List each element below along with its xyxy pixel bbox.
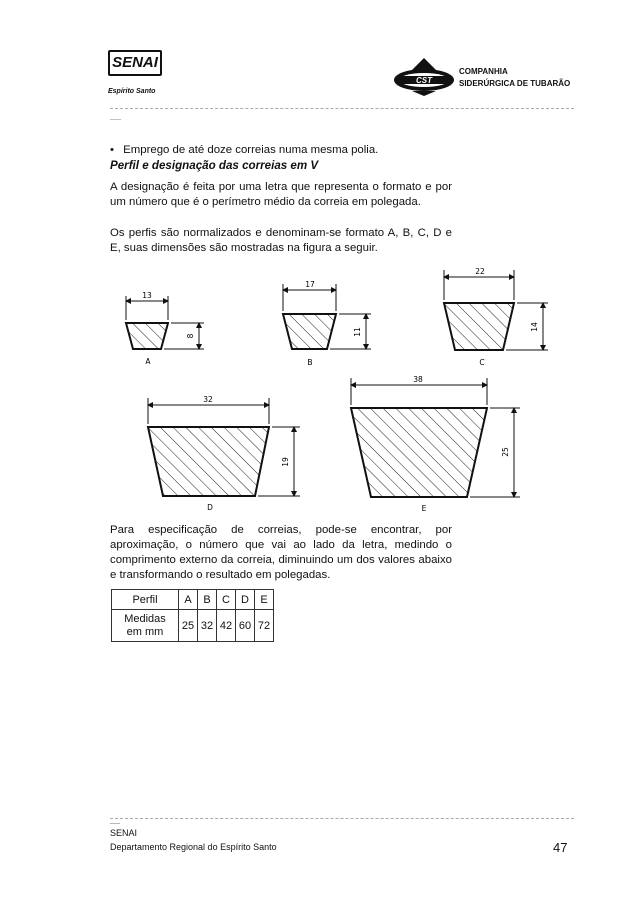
table-value-d: 60 — [236, 610, 255, 642]
table-value-c: 42 — [217, 610, 236, 642]
profile-d — [148, 395, 300, 512]
table-value-a: 25 — [179, 610, 198, 642]
table-header-label: Perfil — [112, 590, 179, 610]
table-row — [112, 610, 274, 642]
table-value-e: 72 — [255, 610, 274, 642]
table-col-a: A — [179, 590, 198, 610]
table-col-b: B — [198, 590, 217, 610]
footer-department: Departamento Regional do Espírito Santo — [110, 842, 277, 852]
profile-e — [351, 375, 520, 513]
profile-e-width: 38 — [413, 375, 423, 384]
table-col-e: E — [255, 590, 274, 610]
company-line1: COMPANHIA — [459, 67, 508, 76]
bullet-symbol: • — [110, 144, 114, 156]
measures-table — [111, 589, 274, 642]
profile-c-height: 14 — [530, 322, 539, 332]
table-col-d: D — [236, 590, 255, 610]
page-number: 47 — [553, 840, 568, 855]
cst-logo-text: CST — [416, 76, 432, 85]
table-row-label-line1: Medidas — [124, 612, 166, 625]
profile-e-label: E — [421, 504, 427, 513]
table-row-label-line2: em mm — [126, 625, 164, 638]
profile-b-height: 11 — [353, 327, 362, 337]
profile-a — [126, 291, 204, 366]
profile-e-height: 25 — [501, 447, 510, 457]
table-row-label — [112, 610, 179, 642]
footer-org: SENAI — [110, 828, 138, 838]
paragraph-specification: Para especificação de correias, pode-se encontrar, por aproximação, o número que vai ao lado da letra, medindo o comprimento externo da correia, diminuindo um dos valores abaixo e transformando o resultado em polegadas. — [110, 524, 452, 581]
profile-c-width: 22 — [475, 267, 485, 276]
profile-a-label: A — [145, 357, 151, 366]
profile-b — [283, 280, 371, 367]
table-value-b: 32 — [198, 610, 217, 642]
profile-c-label: C — [479, 358, 485, 367]
header-mark: ____ — [110, 115, 122, 121]
table-col-c: C — [217, 590, 236, 610]
profile-b-width: 17 — [305, 280, 315, 289]
section-heading: Perfil e designação das correias em V — [110, 159, 319, 172]
profile-d-height: 19 — [281, 457, 290, 467]
profile-b-label: B — [307, 358, 313, 367]
table-header-row — [112, 590, 274, 610]
profile-a-height: 8 — [186, 333, 195, 339]
paragraph-profiles: Os perfis são normalizados e denominam-se formato A, B, C, D e E, suas dimensões são mostradas na figura a seguir. — [110, 227, 452, 254]
company-line2: SIDERÚRGICA DE TUBARÃO — [459, 79, 571, 88]
paragraph-designation: A designação é feita por uma letra que representa o formato e por um número que é o perímetro médio da correia em polegada. — [110, 181, 452, 208]
footer-divider — [110, 818, 574, 819]
senai-logo: SENAI — [108, 50, 162, 76]
profile-d-label: D — [207, 503, 213, 512]
profile-c — [444, 267, 548, 367]
bullet-text: Emprego de até doze correias numa mesma polia. — [123, 144, 379, 156]
footer-mark: ___ — [110, 818, 121, 824]
profile-d-width: 32 — [203, 395, 213, 404]
profile-a-width: 13 — [142, 291, 152, 300]
senai-subtitle: Espírito Santo — [108, 88, 156, 95]
